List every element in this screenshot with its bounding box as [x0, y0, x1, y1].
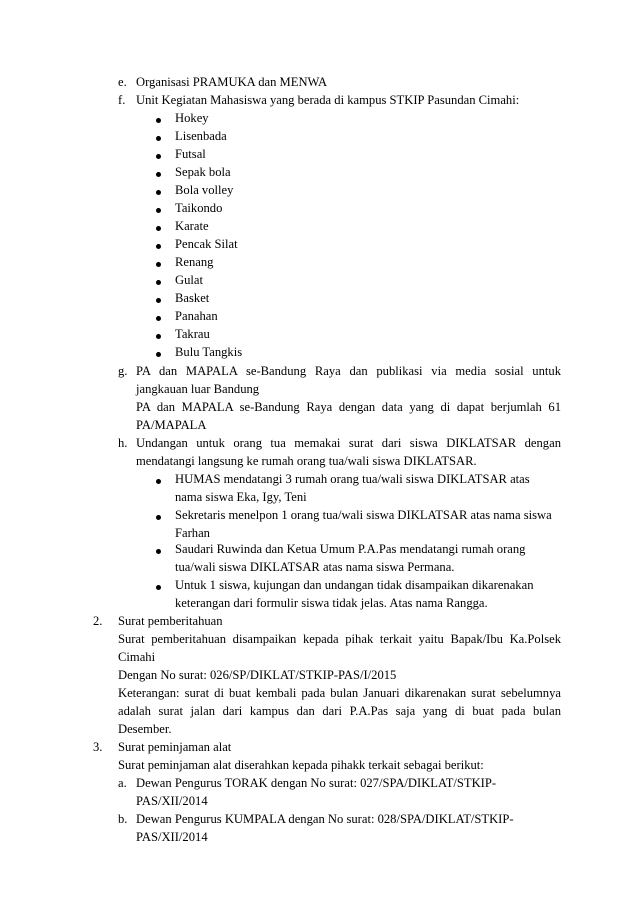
- bullet-icon: [156, 262, 161, 267]
- item-e-marker: e.: [118, 75, 127, 89]
- section-3-marker: 3.: [93, 740, 103, 754]
- list-item: Karate: [175, 219, 209, 233]
- list-item: Basket: [175, 291, 210, 305]
- section-3-item-line: PAS/XII/2014: [136, 830, 208, 844]
- section-3-item-marker: b.: [118, 812, 128, 826]
- item-g-marker: g.: [118, 364, 128, 378]
- item-h-marker: h.: [118, 436, 128, 450]
- list-item: Untuk 1 siswa, kujungan dan undangan tidak disampaikan dikarenakan: [175, 578, 534, 592]
- section-3-title: Surat peminjaman alat: [118, 740, 232, 754]
- bullet-icon: [156, 172, 161, 177]
- section-2-marker: 2.: [93, 614, 103, 628]
- bullet-icon: [156, 118, 161, 123]
- list-item: Lisenbada: [175, 129, 227, 143]
- bullet-icon: [156, 280, 161, 285]
- section-2-line: Surat pemberitahuan disampaikan kepada pihak terkait yaitu Bapak/Ibu Ka.Polsek: [118, 632, 561, 646]
- bullet-icon: [156, 208, 161, 213]
- bullet-icon: [156, 352, 161, 357]
- list-item: Taikondo: [175, 201, 223, 215]
- list-item: Farhan: [175, 526, 210, 540]
- section-2-line: Dengan No surat: 026/SP/DIKLAT/STKIP-PAS/I/2015: [118, 668, 397, 682]
- section-3-item-line: Dewan Pengurus KUMPALA dengan No surat: 028/SPA/DIKLAT/STKIP-: [136, 812, 514, 826]
- bullet-icon: [156, 190, 161, 195]
- bullet-icon: [156, 154, 161, 159]
- list-item: Gulat: [175, 273, 203, 287]
- bullet-icon: [156, 479, 161, 484]
- list-item: tua/wali siswa DIKLATSAR atas nama siswa Permana.: [175, 560, 455, 574]
- list-item: Bola volley: [175, 183, 234, 197]
- bullet-icon: [156, 549, 161, 554]
- section-3-item-line: Dewan Pengurus TORAK dengan No surat: 027/SPA/DIKLAT/STKIP-: [136, 776, 497, 790]
- item-f-marker: f.: [118, 93, 126, 107]
- list-item: Bulu Tangkis: [175, 345, 243, 359]
- section-2-line: Keterangan: surat di buat kembali pada bulan Januari dikarenakan surat sebelumnya: [118, 686, 561, 700]
- list-item: HUMAS mendatangi 3 rumah orang tua/wali siswa DIKLATSAR atas: [175, 472, 530, 486]
- item-h-line: Undangan untuk orang tua memakai surat dari siswa DIKLATSAR dengan: [136, 436, 561, 450]
- bullet-icon: [156, 515, 161, 520]
- list-item: keterangan dari formulir siswa tidak jelas. Atas nama Rangga.: [175, 596, 488, 610]
- list-item: Pencak Silat: [175, 237, 238, 251]
- section-2-line: Cimahi: [118, 650, 156, 664]
- item-g-line: jangkauan luar Bandung: [136, 382, 260, 396]
- item-e-text: Organisasi PRAMUKA dan MENWA: [136, 75, 328, 89]
- section-3-item-line: PAS/XII/2014: [136, 794, 208, 808]
- bullet-icon: [156, 334, 161, 339]
- list-item: nama siswa Eka, Igy, Teni: [175, 490, 307, 504]
- item-g-line: PA dan MAPALA se-Bandung Raya dan publikasi via media sosial untuk: [136, 364, 561, 378]
- bullet-icon: [156, 298, 161, 303]
- item-g-line: PA/MAPALA: [136, 418, 207, 432]
- list-item: Takrau: [175, 327, 210, 341]
- section-3-item-marker: a.: [118, 776, 127, 790]
- item-g-line: PA dan MAPALA se-Bandung Raya dengan data yang di dapat berjumlah 61: [136, 400, 561, 414]
- list-item: Renang: [175, 255, 214, 269]
- section-2-line: adalah surat jalan dari kampus dan dari P.A.Pas saja yang di buat pada bulan: [118, 704, 561, 718]
- list-item: Sekretaris menelpon 1 orang tua/wali siswa DIKLATSAR atas nama siswa: [175, 508, 552, 522]
- section-2-line: Desember.: [118, 722, 172, 736]
- item-f-text: Unit Kegiatan Mahasiswa yang berada di kampus STKIP Pasundan Cimahi:: [136, 93, 520, 107]
- list-item: Futsal: [175, 147, 206, 161]
- section-2-title: Surat pemberitahuan: [118, 614, 223, 628]
- list-item: Panahan: [175, 309, 218, 323]
- bullet-icon: [156, 136, 161, 141]
- list-item: Saudari Ruwinda dan Ketua Umum P.A.Pas mendatangi rumah orang: [175, 542, 526, 556]
- bullet-icon: [156, 585, 161, 590]
- list-item: Hokey: [175, 111, 209, 125]
- item-h-line: mendatangi langsung ke rumah orang tua/wali siswa DIKLATSAR.: [136, 454, 477, 468]
- bullet-icon: [156, 316, 161, 321]
- bullet-icon: [156, 226, 161, 231]
- list-item: Sepak bola: [175, 165, 231, 179]
- section-3-intro: Surat peminjaman alat diserahkan kepada pihakk terkait sebagai berikut:: [118, 758, 484, 772]
- bullet-icon: [156, 244, 161, 249]
